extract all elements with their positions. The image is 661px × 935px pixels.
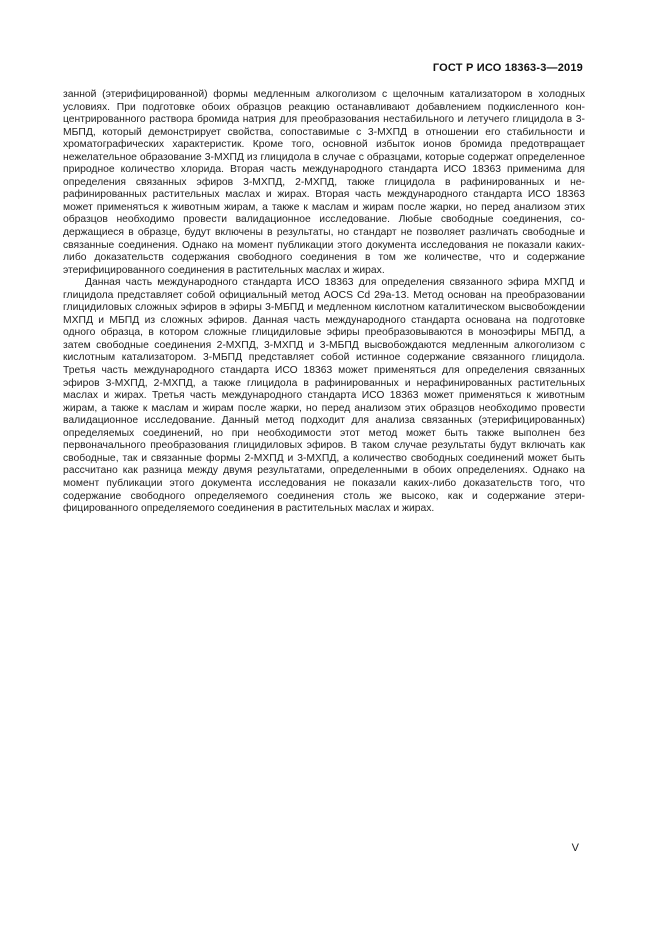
body-text [63, 89, 585, 516]
paragraph-method-description: Данная часть международного стандарта ИСО 18363 для определения связанного эфира МХПД и глицидола представляет собой официальный метод AOCS Cd 29а-13. Метод основан на преобразовании глицидиловых сложных эфиров в эфиры 3-МБПД и медленном кислотном каталитическом высвобождении МХПД и МБПД из сложных эфиров. Данная часть международного стандарта основана на подготовке одного образца, в котором сложные глицидиловые эфиры преобразовываются в монoэфиры МБПД, а затем свободные соединения 2-МХПД, 3-МХПД и 3-МБПД высвобождаются медленным алкоголизом с кислотным катализатором. 3-МБПД представляет собой истинное содержание связанного глицидола. Третья часть международного стандарта ИСО 18363 может применяться для определения связанных эфиров 3-МХПД, 2-МХПД, а также глицидола в рафинированных и нерафинированных растительных маслах и жирах. Третья часть международного стандарта ИСО 18363 может применяться к животным жирам, а также к маслам и жирам после жарки, но перед анализом этих образцов необходимо провести валидационное исследование. Данный метод подходит для анализа связанных (этерифицированных) определяемых соединений, но при необходимости этот метод может быть также выполнен без первоначального преобразования глицидиловых эфиров. В таком случае результаты будут включать как свободные, так и связанные формы 2-МХПД и 3-МХПД, а количество свободных соединений может быть рассчитано как разница между двумя результатами, определенными в обоих определениях. Однако на момент публикации этого документа исследования не показали каких-либо доказательств того, что содержание свободного определяемого соединения столь же высоко, как и содержание этерифицированного определяемого соединения в растительных маслах и жирах. [63, 277, 585, 515]
paragraph-continued: занной (этерифицированной) формы медленным алкоголизом с щелочным катализатором в холодных условиях. При подготовке обоих образцов реакцию останавливают добавлением подкисленного концентрированного раствора бромида натрия для преобразования нестабильного и летучего глицидола в 3-МБПД, который демонстрирует свойства, сопоставимые с 3-МХПД в отношении его стабильности и хроматографических характеристик. Кроме того, основной избыток ионов бромида предотвращает нежелательное образование 3-МХПД из глицидола в случае с образцами, которые содержат определенное природное количество хлорида. Вторая часть международного стандарта ИСО 18363 применима для определения связанных эфиров 3-МХПД, 2-МХПД, также глицидола в рафинированных и нерафинированных растительных маслах и жирах. Вторая часть международного стандарта ИСО 18363 может применяться к животным жирам, а также к маслам и жирам после жарки, но перед анализом этих образцов необходимо провести валидационное исследование. Любые свободные соединения, содержащиеся в образце, будут включены в результаты, но стандарт не позволяет различать свободные и связанные соединения. Однако на момент публикации этого документа исследования не показали каких-либо доказательств содержания свободного соединения в том же количестве, что и содержание этерифицированного соединения в растительных маслах и жирах. [63, 89, 585, 276]
standard-designation-header: ГОСТ Р ИСО 18363-3—2019 [432, 62, 583, 74]
page-number: V [571, 842, 579, 854]
